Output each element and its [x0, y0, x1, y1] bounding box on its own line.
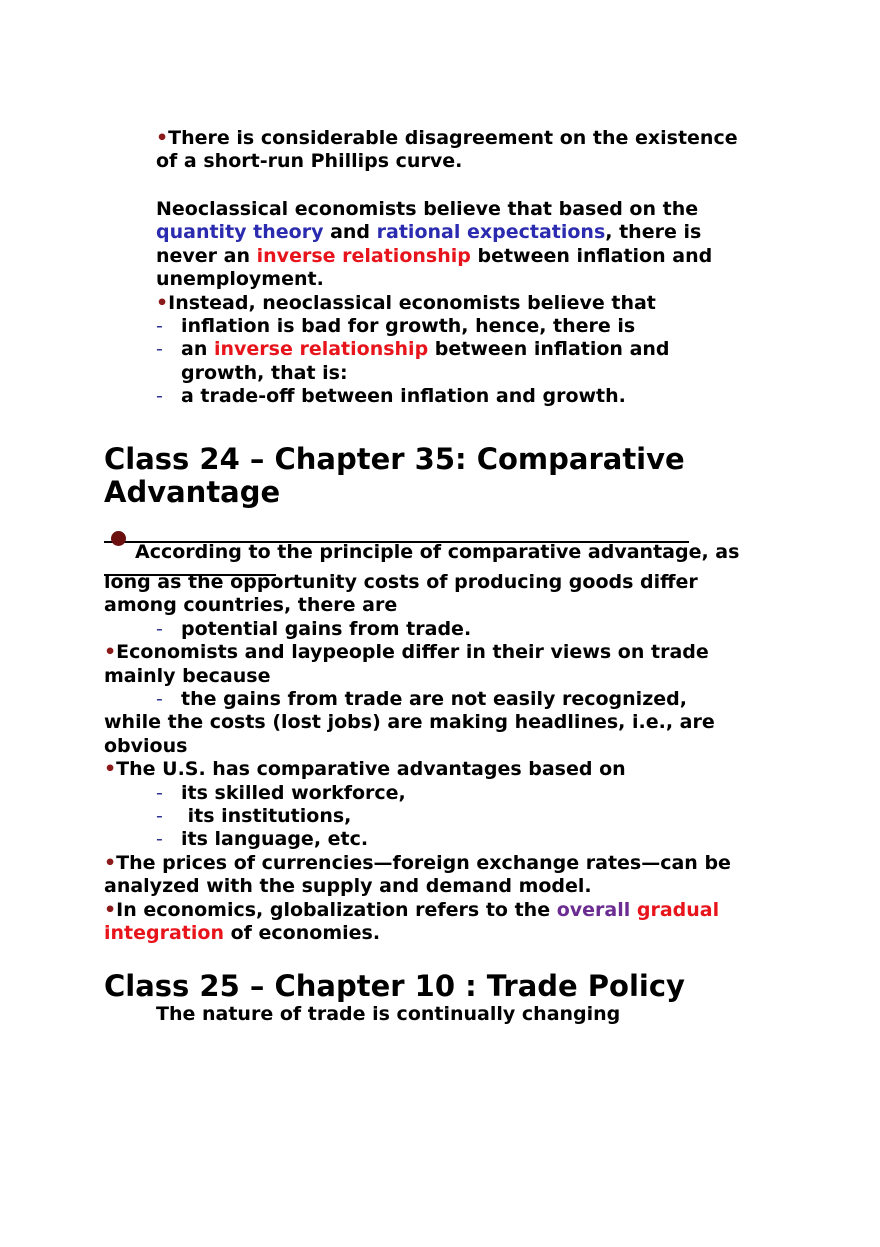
comparative-paragraphs: According to the principle of comparative advantage, as long as the opportunity costs of producing goods differ among countries, there are - potential gains from trade. •Economists and laypeople differ in their views on trade mainly because - the gains from trade are not easily recognized, while the costs (lost jobs) are making headlines, i.e., are obvious •The U.S. has comparative advantages based on - its skilled workforce, - its institutions, - its language, etc. •The prices of currencies—foreign exchange rates—can be analyzed with the supply and demand model. •In economics, globalization refers to the overall gradual integration of economies. — [104, 541, 740, 945]
bullet: • — [104, 641, 117, 664]
term-integration: integration — [104, 922, 224, 945]
term-inverse-relationship-2: inverse relationship — [213, 338, 429, 361]
term-rational-expectations: rational expectations — [376, 221, 606, 244]
heading-class-25: Class 25 – Chapter 10 : Trade Policy — [104, 969, 685, 1003]
dash-marker: - — [156, 338, 163, 361]
bullet: • — [156, 127, 169, 149]
bullet: • — [104, 758, 117, 781]
dash-marker: - — [156, 805, 163, 828]
heading-class-24: Class 24 – Chapter 35: Comparative Advantage — [104, 442, 685, 509]
class-25-subtitle: The nature of trade is continually changing — [156, 1003, 621, 1025]
dash-marker: - — [156, 688, 163, 711]
phillips-paragraph-2: Neoclassical economists believe that based on the quantity theory and rational expectations, there is never an inverse relationship between inflation and unemployment. •Instead, neoclassical economists believe that - inflation is bad for growth, hence, there is - an inverse relationship between inflation and growth, that is: - a trade-off between inflation and growth. — [156, 198, 713, 408]
term-overall: overall — [556, 898, 631, 921]
phillips-paragraph-1: •There is considerable disagreement on the existence of a short-run Phillips curve. — [156, 127, 738, 173]
term-gradual: gradual — [636, 898, 720, 921]
bullet: • — [104, 898, 117, 921]
dash-marker: - — [156, 828, 163, 851]
term-quantity-theory: quantity theory — [156, 221, 324, 244]
dash-marker: - — [156, 315, 163, 338]
bullet: • — [156, 291, 169, 314]
term-inverse-relationship: inverse relationship — [256, 244, 471, 267]
bullet: • — [104, 851, 117, 874]
dash-marker: - — [156, 385, 163, 408]
dash-marker: - — [156, 781, 163, 804]
dash-marker: - — [156, 617, 163, 640]
